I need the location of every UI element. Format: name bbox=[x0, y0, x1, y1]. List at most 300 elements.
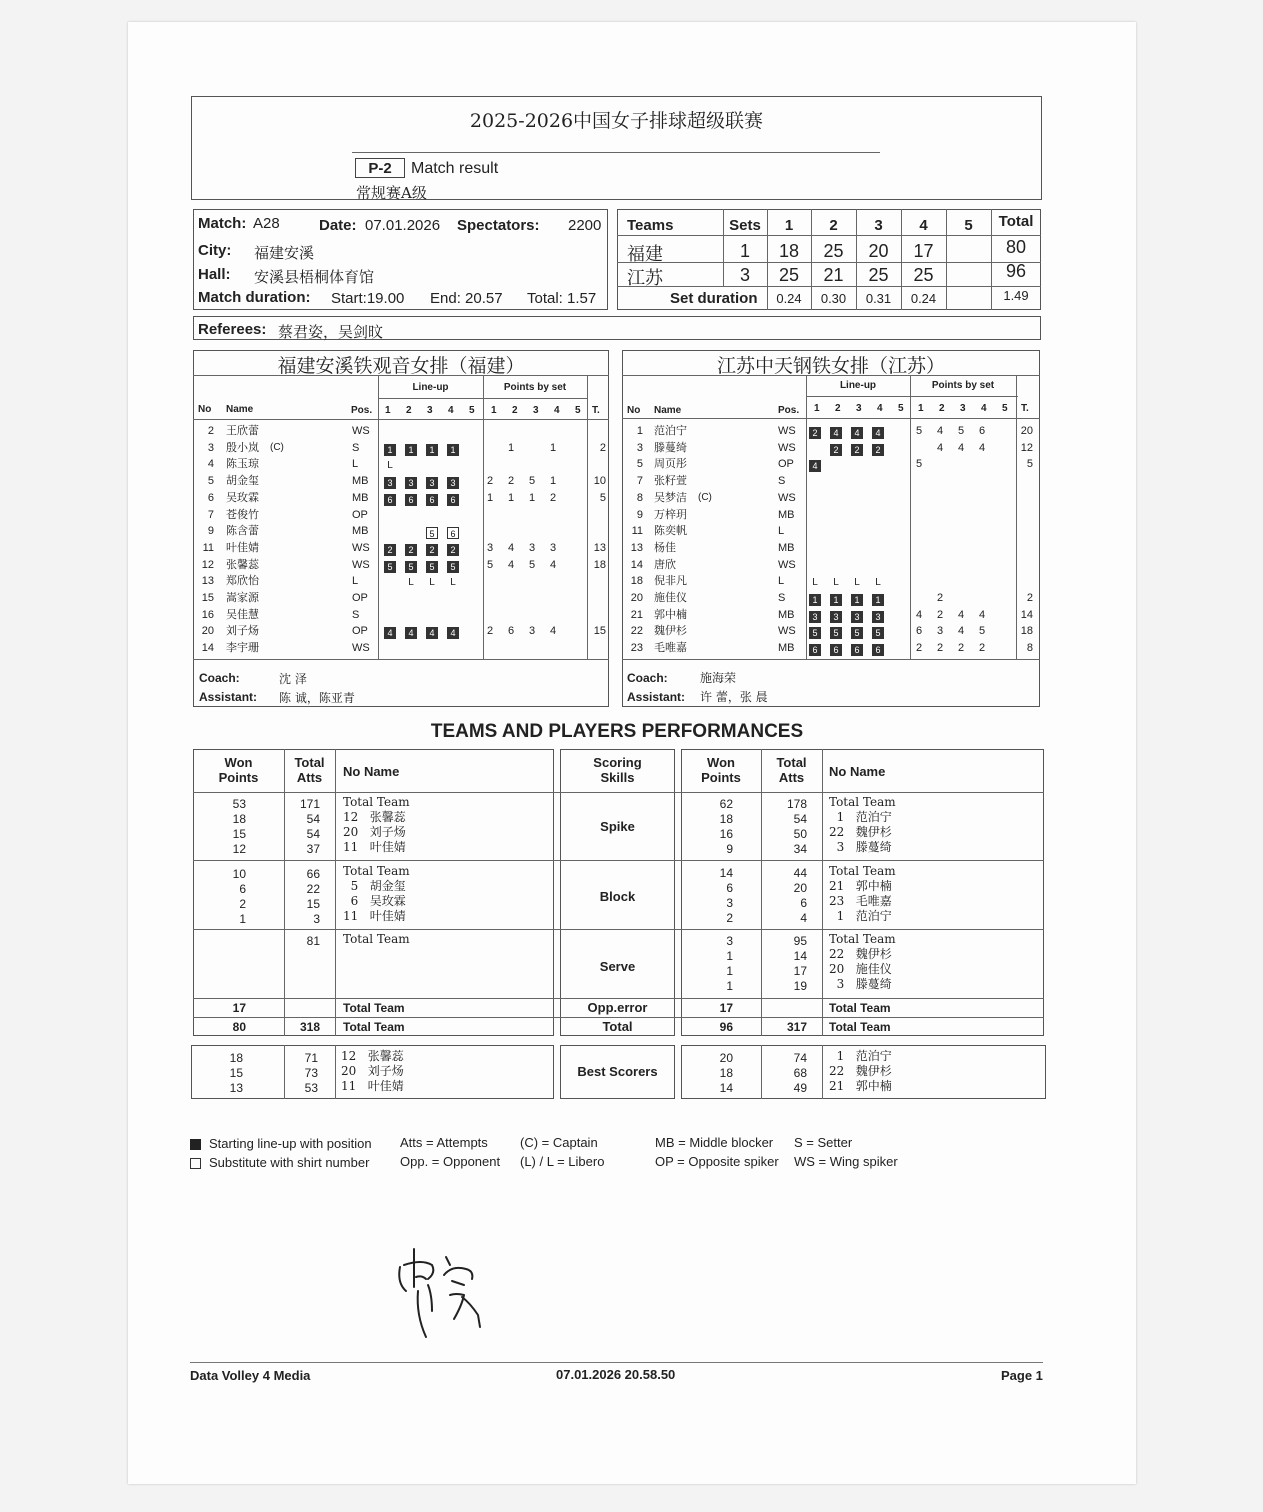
player-name: 魏伊杉 bbox=[654, 624, 687, 638]
player-name: 吴佳慧 bbox=[226, 607, 259, 621]
player-name: 周页彤 bbox=[654, 457, 687, 471]
home-name-header: Name bbox=[226, 404, 254, 415]
libero-mark: L bbox=[854, 577, 860, 589]
points-set-2: 2 bbox=[512, 405, 518, 416]
player-number: 23 bbox=[630, 642, 643, 655]
set-points: 3 bbox=[528, 541, 536, 554]
set-duration-2: 0.30 bbox=[820, 291, 847, 306]
player-name: 倪非凡 bbox=[654, 574, 687, 588]
player-total-points: 12 bbox=[1020, 441, 1033, 454]
set-points: 2 bbox=[549, 491, 557, 504]
set-duration-1: 0.24 bbox=[776, 291, 802, 306]
spectators-count: 2200 bbox=[568, 217, 602, 234]
home-coach-label: Coach: bbox=[199, 671, 240, 685]
player-position: OP bbox=[352, 625, 368, 638]
player-number: 5 bbox=[207, 475, 214, 488]
set-duration-total: 1.49 bbox=[1003, 288, 1029, 303]
perf-home-name-header: No Name bbox=[343, 764, 400, 779]
starting-position-box: 4 bbox=[830, 427, 842, 439]
set-points: 5 bbox=[528, 475, 536, 488]
player-name: 张籽萱 bbox=[654, 474, 687, 488]
opperror-away-won: 17 bbox=[719, 1001, 733, 1015]
player-number: 4 bbox=[207, 458, 214, 471]
lineup-cells bbox=[809, 425, 893, 441]
score-header-total: Total bbox=[998, 213, 1034, 230]
player-row bbox=[623, 573, 1039, 589]
skill-serve: Serve bbox=[599, 959, 636, 974]
lineup-cells bbox=[384, 492, 468, 508]
player-number: 11 bbox=[202, 541, 214, 554]
player-row bbox=[194, 507, 608, 523]
points-set-2: 2 bbox=[939, 403, 945, 414]
best-col-line bbox=[335, 1045, 336, 1099]
points-set-1: 1 bbox=[918, 403, 924, 414]
set-points: 5 bbox=[915, 425, 923, 437]
away-coach-name: 施海荣 bbox=[700, 671, 737, 685]
performances-title: TEAMS AND PLAYERS PERFORMANCES bbox=[430, 721, 804, 742]
player-position: WS bbox=[352, 541, 370, 554]
points-set-5: 5 bbox=[575, 405, 581, 416]
player-row bbox=[623, 507, 1039, 523]
set-points: 5 bbox=[915, 458, 923, 471]
starting-position-box: 2 bbox=[872, 444, 884, 456]
referees-label: Referees: bbox=[198, 321, 267, 338]
set-points: 4 bbox=[978, 441, 986, 454]
starting-position-box: 6 bbox=[405, 494, 417, 506]
set-points: 6 bbox=[507, 625, 515, 638]
player-row bbox=[194, 423, 608, 439]
player-name: 王欣蕾 bbox=[226, 424, 259, 437]
player-position: MB bbox=[778, 608, 795, 621]
player-position: WS bbox=[778, 558, 796, 571]
score-s4-home: 17 bbox=[913, 241, 934, 261]
player-row bbox=[194, 490, 608, 506]
player-number: 8 bbox=[636, 491, 643, 504]
set-points: 5 bbox=[486, 558, 494, 571]
legend-starting: Starting line-up with position bbox=[209, 1136, 372, 1151]
player-position: L bbox=[778, 575, 785, 588]
score-s3-home: 20 bbox=[868, 241, 889, 261]
substitute-icon bbox=[190, 1158, 201, 1169]
lineup-set-4: 4 bbox=[448, 405, 454, 416]
lineup-cells bbox=[384, 475, 468, 491]
player-number: 1 bbox=[636, 425, 643, 437]
perf-home-won-header: Won Points bbox=[218, 755, 259, 785]
starting-position-box: 4 bbox=[851, 427, 863, 439]
set-duration-label: Set duration bbox=[670, 290, 758, 307]
away-no-header: No bbox=[627, 405, 641, 416]
serve-away-atts: 95 14 17 19 bbox=[793, 934, 807, 993]
spike-home-won: 53 18 15 12 bbox=[232, 797, 246, 856]
away-team-title: 江苏中天钢铁女排（江苏） bbox=[716, 355, 945, 377]
legend-mb: MB = Middle blocker bbox=[655, 1135, 774, 1150]
player-name: 滕蔓绮 bbox=[654, 440, 687, 454]
player-total-points: 18 bbox=[1020, 625, 1033, 638]
legend-substitute: Substitute with shirt number bbox=[209, 1155, 370, 1170]
roster-line bbox=[622, 659, 1040, 660]
set-points: 6 bbox=[978, 425, 986, 437]
libero-mark: L bbox=[812, 577, 818, 589]
player-total-points: 2 bbox=[1026, 592, 1033, 604]
starting-lineup-icon bbox=[190, 1139, 201, 1150]
starting-position-box: 4 bbox=[384, 627, 396, 639]
player-name: 胡金玺 bbox=[226, 474, 259, 488]
lineup-cells bbox=[384, 525, 468, 541]
set-points: 1 bbox=[507, 491, 515, 504]
roster-line bbox=[622, 418, 1040, 419]
player-position: WS bbox=[352, 642, 370, 655]
home-lineup-header: Line-up bbox=[412, 382, 449, 393]
player-total-points: 10 bbox=[593, 475, 606, 488]
set-points: 1 bbox=[528, 491, 536, 504]
player-row bbox=[194, 573, 608, 589]
legend-captain: (C) = Captain bbox=[520, 1135, 598, 1150]
set-points: 5 bbox=[528, 558, 536, 571]
starting-position-box: 6 bbox=[872, 644, 884, 656]
starting-position-box: 2 bbox=[447, 544, 459, 556]
away-pos-header: Pos. bbox=[778, 405, 800, 416]
opperror-home-names: Total Team bbox=[343, 1001, 405, 1015]
starting-position-box: 4 bbox=[405, 627, 417, 639]
player-position: WS bbox=[778, 491, 796, 504]
score-s2-away: 21 bbox=[823, 265, 844, 285]
starting-position-box: 4 bbox=[872, 427, 884, 439]
starting-position-box: 1 bbox=[830, 594, 842, 606]
perf-row-line bbox=[193, 998, 1044, 999]
player-row bbox=[623, 473, 1039, 489]
score-header-teams: Teams bbox=[627, 217, 674, 234]
starting-position-box: 2 bbox=[830, 444, 842, 456]
player-total-points: 15 bbox=[593, 625, 606, 638]
player-total-points: 2 bbox=[599, 441, 606, 454]
empty-lineup-cell bbox=[405, 527, 417, 539]
score-s1-home: 18 bbox=[778, 241, 800, 261]
player-number: 14 bbox=[630, 558, 643, 571]
starting-position-box: 1 bbox=[426, 444, 438, 456]
player-row bbox=[623, 607, 1039, 623]
starting-position-box: 1 bbox=[809, 594, 821, 606]
match-date: 07.01.2026 bbox=[365, 217, 441, 234]
player-total-points: 18 bbox=[593, 558, 606, 571]
set-points: 3 bbox=[486, 541, 494, 554]
perf-row-line bbox=[193, 860, 1044, 861]
libero-mark: L bbox=[429, 577, 435, 589]
perf-home-atts-header: Total Atts bbox=[294, 755, 325, 785]
perf-away-name-header: No Name bbox=[829, 764, 886, 779]
player-position: OP bbox=[778, 458, 794, 471]
player-position: OP bbox=[352, 592, 368, 604]
set-points: 4 bbox=[915, 608, 923, 621]
libero-mark: L bbox=[387, 460, 393, 472]
starting-position-box: 4 bbox=[426, 627, 438, 639]
player-total-points: 5 bbox=[1026, 458, 1033, 471]
set-points: 4 bbox=[957, 441, 965, 454]
set-points: 2 bbox=[936, 608, 944, 621]
lineup-cells bbox=[384, 542, 468, 558]
starting-position-box: 3 bbox=[872, 611, 884, 623]
player-row bbox=[194, 640, 608, 656]
lineup-cells bbox=[809, 575, 893, 591]
match-end: End: 20.57 bbox=[430, 290, 503, 307]
lineup-set-2: 2 bbox=[835, 403, 841, 414]
referees-names: 蔡君姿，吴剑旼 bbox=[278, 323, 384, 341]
set-points: 1 bbox=[549, 475, 557, 488]
serve-home-names: Total Team bbox=[343, 932, 410, 946]
total-away-names: Total Team bbox=[829, 1020, 891, 1034]
home-assistant-name: 陈 诚，陈亚青 bbox=[279, 691, 355, 705]
away-coach-label: Coach: bbox=[627, 671, 668, 685]
set-points: 6 bbox=[915, 625, 923, 638]
lineup-cells bbox=[809, 609, 893, 625]
empty-lineup-cell bbox=[384, 577, 396, 589]
player-total-points: 5 bbox=[599, 491, 606, 504]
player-number: 21 bbox=[630, 608, 643, 621]
player-position: MB bbox=[352, 525, 369, 538]
score-s1-away: 25 bbox=[778, 265, 800, 285]
player-number: 13 bbox=[201, 575, 214, 588]
player-row bbox=[623, 490, 1039, 506]
legend-libero: (L) / L = Libero bbox=[520, 1154, 605, 1169]
starting-position-box: 3 bbox=[809, 611, 821, 623]
block-home-names: Total Team 5 胡金玺 6 吴玫霖 11 叶佳婧 bbox=[343, 864, 410, 923]
libero-mark: L bbox=[833, 577, 839, 589]
player-name: 郭中楠 bbox=[654, 607, 687, 621]
points-set-4: 4 bbox=[981, 403, 987, 414]
set-points: 2 bbox=[486, 475, 494, 488]
roster-line bbox=[193, 375, 609, 376]
starting-position-box: 3 bbox=[426, 477, 438, 489]
player-name: 陈含蕾 bbox=[226, 524, 259, 538]
perf-row-line bbox=[193, 792, 1044, 793]
player-number: 11 bbox=[631, 525, 643, 538]
player-row bbox=[194, 623, 608, 639]
score-sets-home: 1 bbox=[739, 241, 750, 261]
set-points: 4 bbox=[978, 608, 986, 621]
skill-spike: Spike bbox=[600, 819, 635, 834]
legend-ws: WS = Wing spiker bbox=[794, 1154, 898, 1169]
player-row bbox=[194, 523, 608, 539]
player-number: 20 bbox=[201, 625, 214, 638]
set-points: 4 bbox=[936, 425, 944, 437]
block-away-won: 14 6 3 2 bbox=[719, 866, 733, 925]
player-position: L bbox=[352, 575, 359, 588]
roster-line bbox=[193, 659, 609, 660]
score-team-away: 江苏 bbox=[627, 268, 663, 289]
set-points: 4 bbox=[957, 608, 965, 621]
starting-position-box: 5 bbox=[830, 627, 842, 639]
player-name: 郑欣怡 bbox=[226, 574, 259, 588]
total-away-won: 96 bbox=[719, 1020, 733, 1034]
total-home-atts: 318 bbox=[299, 1020, 320, 1034]
score-header-set3: 3 bbox=[874, 217, 883, 234]
score-header-set2: 2 bbox=[829, 217, 838, 234]
player-number: 20 bbox=[630, 592, 643, 604]
best-away-won: 20 18 14 bbox=[719, 1051, 733, 1095]
set-points: 2 bbox=[915, 642, 923, 655]
skill-opp-error: Opp.error bbox=[587, 1000, 648, 1015]
points-set-1: 1 bbox=[491, 405, 497, 416]
libero-mark: L bbox=[450, 577, 456, 589]
player-name: 陈玉琼 bbox=[226, 457, 259, 471]
points-total: T. bbox=[1021, 403, 1029, 414]
score-header-set4: 4 bbox=[919, 217, 928, 234]
player-number: 5 bbox=[636, 458, 643, 471]
best-home-atts: 71 73 53 bbox=[304, 1051, 318, 1095]
away-points-header: Points by set bbox=[931, 380, 995, 391]
footer-timestamp: 07.01.2026 20.58.50 bbox=[556, 1367, 676, 1382]
match-start: Start:19.00 bbox=[331, 290, 405, 307]
starting-position-box: 3 bbox=[384, 477, 396, 489]
best-col-line bbox=[822, 1045, 823, 1099]
player-name: 毛唯嘉 bbox=[654, 641, 687, 655]
set-points: 2 bbox=[957, 642, 965, 655]
total-home-names: Total Team bbox=[343, 1020, 405, 1034]
starting-position-box: 2 bbox=[426, 544, 438, 556]
set-points: 4 bbox=[549, 558, 557, 571]
player-position: MB bbox=[778, 508, 795, 521]
home-coach-name: 沈 泽 bbox=[279, 672, 307, 686]
title-underline bbox=[352, 152, 880, 153]
player-name: 施佳仪 bbox=[654, 591, 687, 604]
legend-atts: Atts = Attempts bbox=[400, 1135, 488, 1150]
player-number: 3 bbox=[207, 441, 214, 454]
points-set-5: 5 bbox=[1002, 403, 1008, 414]
player-position: WS bbox=[352, 425, 370, 437]
set-points: 4 bbox=[957, 625, 965, 638]
starting-position-box: 1 bbox=[872, 594, 884, 606]
player-name: 唐欣 bbox=[654, 557, 676, 571]
libero-mark: L bbox=[875, 577, 881, 589]
player-name: 叶佳婧 bbox=[226, 540, 259, 554]
set-points: 4 bbox=[549, 625, 557, 638]
starting-position-box: 2 bbox=[405, 544, 417, 556]
player-position: MB bbox=[352, 491, 369, 504]
player-number: 18 bbox=[630, 575, 643, 588]
player-position: WS bbox=[778, 425, 796, 437]
starting-position-box: 3 bbox=[830, 611, 842, 623]
player-total-points: 20 bbox=[1020, 425, 1033, 437]
match-label: Match: bbox=[198, 215, 247, 232]
starting-position-box: 1 bbox=[851, 594, 863, 606]
set-points: 1 bbox=[549, 441, 557, 454]
best-home-names: 12 张馨蕊 20 刘子炀 11 叶佳婧 bbox=[341, 1049, 404, 1093]
set-points: 1 bbox=[486, 491, 494, 504]
best-away-names: 1 范泊宁 22 魏伊杉 21 郭中楠 bbox=[829, 1049, 892, 1093]
starting-position-box: 6 bbox=[809, 644, 821, 656]
player-total-points: 13 bbox=[593, 541, 606, 554]
player-name: 殷小岚 bbox=[226, 440, 259, 454]
player-row bbox=[623, 456, 1039, 472]
player-name: 吴梦洁 bbox=[654, 490, 687, 504]
lineup-set-5: 5 bbox=[898, 403, 904, 414]
player-row bbox=[194, 540, 608, 556]
lineup-cells bbox=[384, 559, 468, 575]
city-label: City: bbox=[198, 242, 232, 259]
lineup-set-1: 1 bbox=[385, 405, 391, 416]
points-total: T. bbox=[592, 405, 600, 416]
starting-position-box: 5 bbox=[447, 561, 459, 573]
player-row bbox=[194, 607, 608, 623]
starting-position-box: 5 bbox=[384, 561, 396, 573]
starting-position-box: 4 bbox=[809, 460, 821, 472]
player-number: 6 bbox=[207, 491, 214, 504]
set-points: 1 bbox=[507, 441, 515, 454]
away-name-header: Name bbox=[654, 405, 682, 416]
starting-position-box: 3 bbox=[851, 611, 863, 623]
lineup-cells bbox=[809, 625, 893, 641]
spike-home-names: Total Team 12 张馨蕊 20 刘子炀 11 叶佳婧 bbox=[343, 795, 410, 854]
player-row bbox=[194, 440, 608, 456]
footer-left: Data Volley 4 Media bbox=[190, 1368, 311, 1383]
starting-position-box: 5 bbox=[872, 627, 884, 639]
date-label: Date: bbox=[319, 217, 357, 234]
city-value: 福建安溪 bbox=[254, 244, 315, 262]
total-away-atts: 317 bbox=[786, 1020, 807, 1034]
spike-away-atts: 178 54 50 34 bbox=[786, 797, 807, 856]
footer-line bbox=[190, 1362, 1043, 1363]
lineup-cells bbox=[809, 458, 830, 474]
set-duration-3: 0.31 bbox=[865, 291, 892, 306]
player-position: WS bbox=[778, 441, 796, 454]
player-position: MB bbox=[778, 642, 795, 655]
home-pos-header: Pos. bbox=[351, 405, 373, 416]
score-sets-away: 3 bbox=[739, 265, 750, 285]
home-points-header: Points by set bbox=[503, 382, 567, 393]
player-position: MB bbox=[778, 541, 795, 554]
set-points: 2 bbox=[936, 592, 944, 604]
points-set-4: 4 bbox=[554, 405, 560, 416]
player-row bbox=[623, 440, 1039, 456]
starting-position-box: 3 bbox=[447, 477, 459, 489]
substitute-number-box: 6 bbox=[447, 527, 459, 539]
player-name: 苍俊竹 bbox=[226, 507, 259, 521]
player-position: L bbox=[778, 525, 785, 538]
empty-lineup-cell bbox=[384, 527, 396, 539]
roster-line bbox=[806, 396, 1018, 397]
player-total-points: 8 bbox=[1026, 642, 1033, 655]
set-points: 4 bbox=[507, 558, 515, 571]
starting-position-box: 6 bbox=[384, 494, 396, 506]
serve-home-atts: 81 bbox=[306, 934, 320, 948]
skill-block: Block bbox=[599, 889, 636, 904]
captain-mark: (C) bbox=[270, 441, 284, 453]
player-number: 9 bbox=[636, 508, 643, 521]
roster-line bbox=[622, 375, 1040, 376]
starting-position-box: 2 bbox=[809, 427, 821, 439]
score-header-set1: 1 bbox=[784, 217, 794, 234]
set-points: 2 bbox=[486, 625, 494, 638]
starting-position-box: 2 bbox=[384, 544, 396, 556]
lineup-cells bbox=[384, 625, 468, 641]
player-position: L bbox=[352, 458, 359, 471]
score-s3-away: 25 bbox=[868, 265, 889, 285]
player-name: 刘子炀 bbox=[226, 624, 259, 638]
starting-position-box: 1 bbox=[447, 444, 459, 456]
player-row bbox=[623, 540, 1039, 556]
set-duration-4: 0.24 bbox=[910, 291, 937, 306]
player-row bbox=[623, 523, 1039, 539]
lineup-cells bbox=[384, 458, 405, 474]
player-number: 3 bbox=[636, 441, 643, 454]
player-row bbox=[194, 590, 608, 606]
player-number: 15 bbox=[201, 592, 214, 604]
roster-line bbox=[193, 419, 609, 420]
player-position: S bbox=[778, 475, 786, 488]
player-name: 张馨蕊 bbox=[226, 557, 259, 571]
page-name: Match result bbox=[411, 160, 499, 177]
player-number: 14 bbox=[201, 642, 214, 655]
starting-position-box: 5 bbox=[851, 627, 863, 639]
